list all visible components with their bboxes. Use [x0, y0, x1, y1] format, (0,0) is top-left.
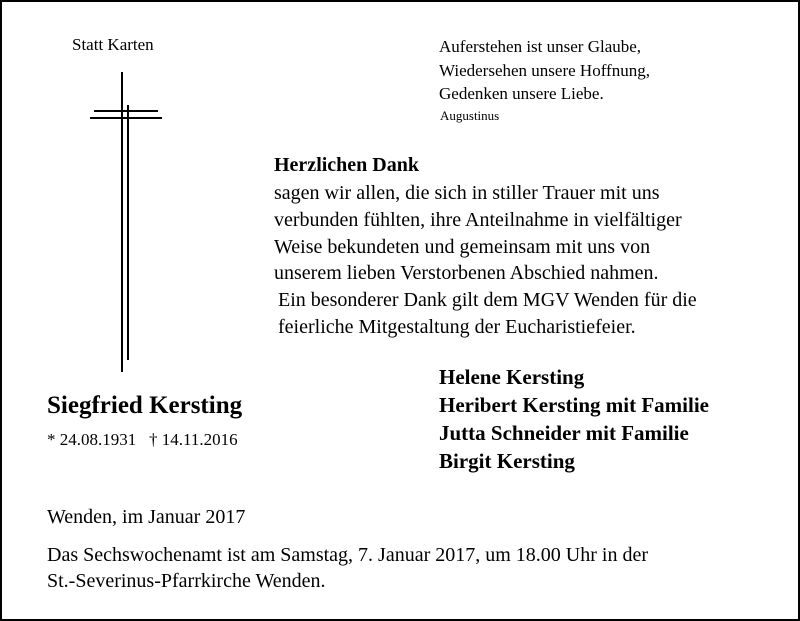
family-member: Helene Kersting [439, 365, 585, 389]
family-member: Heribert Kersting mit Familie [439, 393, 709, 417]
deceased-name: Siegfried Kersting [47, 392, 243, 419]
quote-line: Wiedersehen unsere Hoffnung, [439, 61, 650, 80]
thanks-heading: Herzlichen Dank [274, 154, 419, 176]
family-member: Birgit Kersting [439, 449, 575, 473]
family-member: Jutta Schneider mit Familie [439, 421, 689, 445]
place-date: Wenden, im Januar 2017 [47, 506, 246, 528]
quote-author: Augustinus [440, 108, 500, 123]
thanks-line: verbunden fühlten, ihre Anteilnahme in vielfältiger [274, 209, 682, 231]
statt-karten-label: Statt Karten [72, 35, 154, 54]
cross-icon [90, 72, 162, 372]
quote-line: Gedenken unsere Liebe. [439, 84, 604, 103]
quote-line: Auferstehen ist unser Glaube, [439, 37, 642, 56]
deceased-dates: * 24.08.1931 † 14.11.2016 [47, 430, 238, 449]
thanks-line: sagen wir allen, die sich in stiller Trauer mit uns [274, 182, 660, 204]
thanks-line: feierliche Mitgestaltung der Eucharistiefeier. [278, 316, 636, 338]
thanks-line: unserem lieben Verstorbenen Abschied nahmen. [274, 262, 659, 284]
thanks-line: Weise bekundeten und gemeinsam mit uns von [274, 236, 651, 258]
thanks-line: Ein besonderer Dank gilt dem MGV Wenden für die [278, 289, 697, 311]
notice-line: Das Sechswochenamt ist am Samstag, 7. Januar 2017, um 18.00 Uhr in der [47, 544, 649, 566]
notice-line: St.-Severinus-Pfarrkirche Wenden. [47, 570, 326, 592]
